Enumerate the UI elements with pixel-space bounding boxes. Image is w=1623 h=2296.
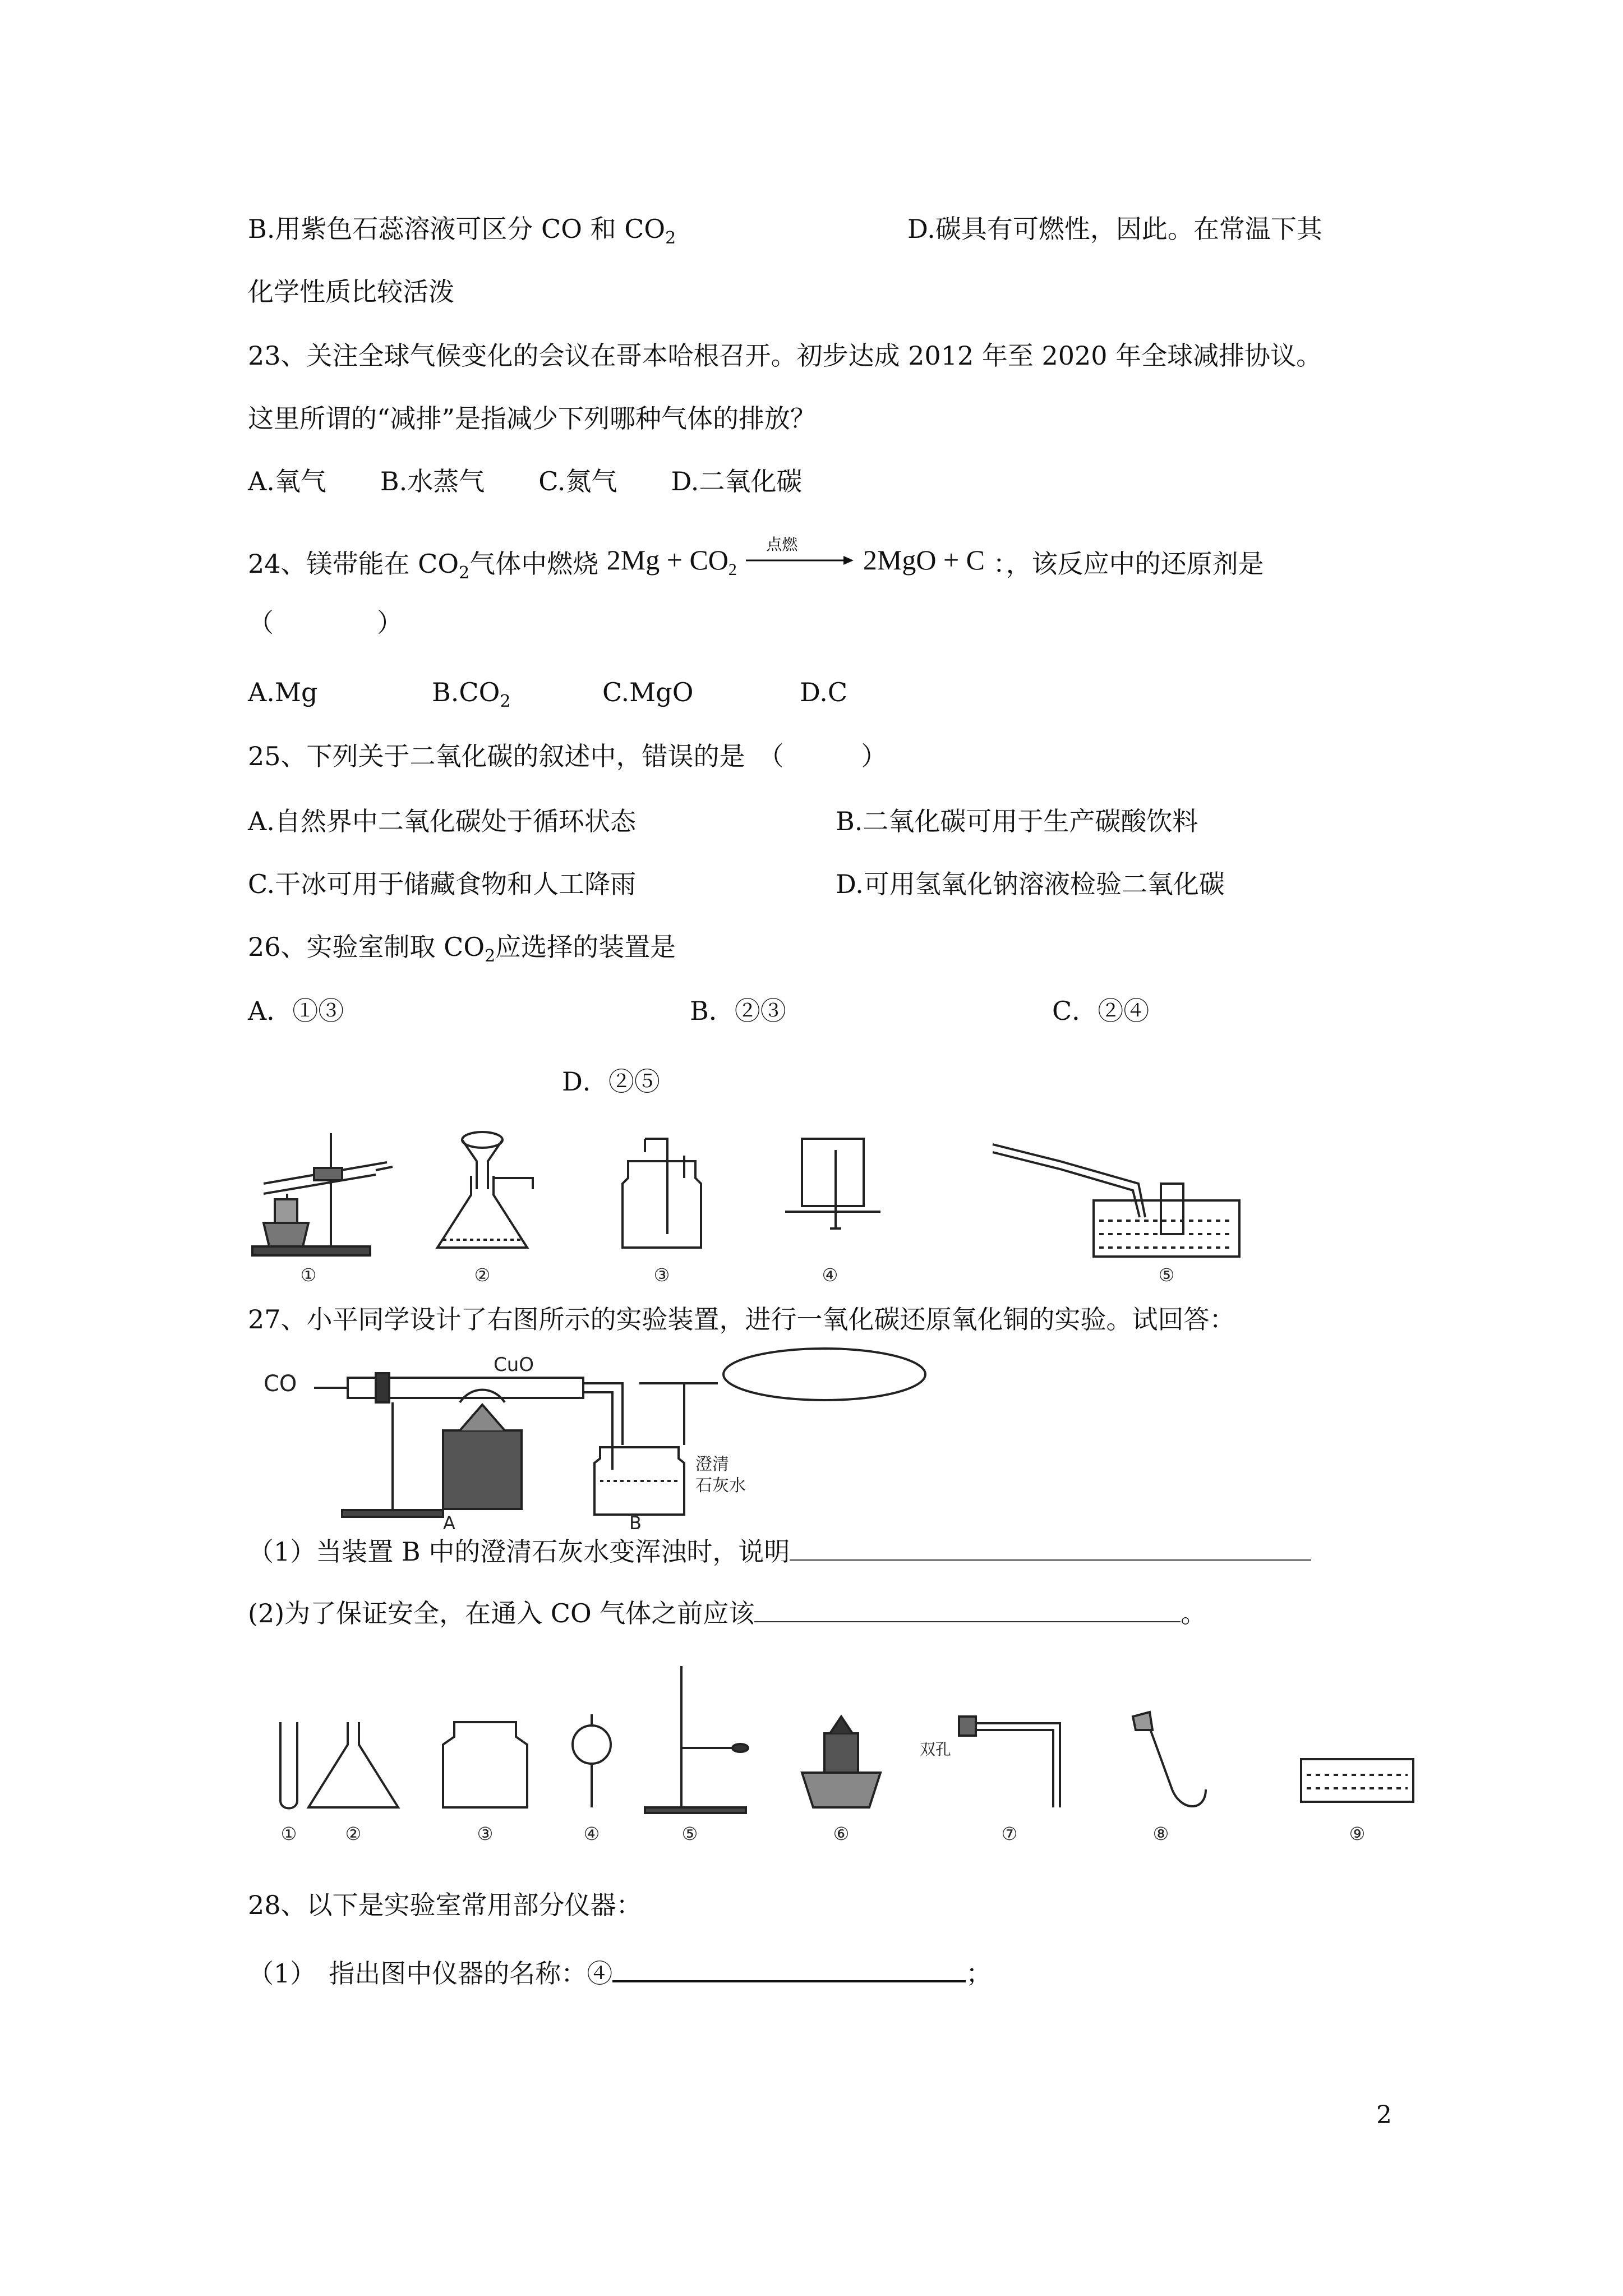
q23-stem-line2: 这里所谓的“减排”是指减少下列哪种气体的排放？ (248, 403, 817, 434)
q26-stem: 26、实验室制取 $CO_2$应选择的装置是 (248, 932, 676, 966)
q26-option-a: A．①③ (248, 996, 344, 1026)
q22-option-d: D.碳具有可燃性，因此。在常温下其 (907, 214, 1322, 244)
instrument-7-bent-tube-icon (920, 1717, 1060, 1807)
cuo-label: CuO (494, 1354, 534, 1376)
q23-options (248, 464, 802, 498)
q23-option-a: A.氧气 (248, 466, 326, 496)
limewater-label-2: 石灰水 (695, 1476, 746, 1496)
instrument-1-test-tube-icon (280, 1722, 297, 1809)
instrument-4-separatory-funnel-icon (573, 1714, 611, 1807)
apparatus-4-label: ④ (822, 1264, 838, 1286)
q25-option-c: C.干冰可用于储藏食物和人工降雨 (248, 869, 637, 899)
q28-stem: 28、以下是实验室常用部分仪器： (248, 1890, 642, 1920)
q28-part-1: （1） 指出图中仪器的名称：④ ； (248, 1955, 992, 1990)
q22-option-d-continued: 化学性质比较活泼 (248, 277, 454, 307)
instrument-7-label: ⑦ (1001, 1823, 1018, 1844)
instrument-6-label: ⑥ (833, 1823, 850, 1844)
q27-part-1-answer-blank[interactable] (790, 1535, 1311, 1561)
instrument-8-label: ⑧ (1152, 1823, 1169, 1844)
q23-option-d: D.二氧化碳 (671, 466, 803, 496)
two-hole-stopper-label: 双孔 (920, 1740, 952, 1759)
gas-balloon-icon (723, 1349, 925, 1400)
apparatus-2-flask-funnel-icon (437, 1132, 533, 1248)
apparatus-3-gas-bottle-icon (623, 1139, 701, 1248)
co-label: CO (264, 1371, 297, 1397)
reaction-arrow-icon (744, 553, 856, 569)
instrument-5-iron-stand-icon (645, 1666, 748, 1813)
q27-co-reduction-apparatus (258, 1346, 931, 1534)
apparatus-4-collection-bottle-icon (785, 1139, 880, 1228)
q27-part-2-answer-blank[interactable] (754, 1596, 1181, 1622)
instrument-2-label: ② (345, 1823, 362, 1844)
q24-option-a: A.Mg (248, 677, 318, 707)
apparatus-5-water-trough-icon (993, 1144, 1239, 1257)
q23-stem-line1: 23、关注全球气候变化的会议在哥本哈根召开。初步达成 2012 年至 2020 年全球减排协议。 (248, 341, 1322, 371)
instrument-3-wide-mouth-bottle-icon (443, 1722, 527, 1807)
q26-option-c: C．②④ (1052, 996, 1150, 1026)
q26-apparatus-figure (241, 1122, 1318, 1290)
apparatus-5-label: ⑤ (1158, 1264, 1175, 1286)
apparatus-1-solid-heating-icon (252, 1133, 393, 1255)
q27-stem: 27、小平同学设计了右图所示的实验装置，进行一氧化碳还原氧化铜的实验。试回答： (248, 1304, 1235, 1335)
instrument-8-j-tube-icon (1133, 1712, 1206, 1806)
q24-option-d: D.C (800, 677, 848, 707)
q28-part-1-answer-blank[interactable] (612, 1955, 966, 1982)
instrument-5-label: ⑤ (681, 1823, 698, 1844)
q23-option-b: B.水蒸气 (380, 466, 485, 496)
instrument-1-label: ① (280, 1823, 297, 1844)
q24-option-c: C.MgO (602, 677, 694, 707)
apparatus-a-label: A (443, 1512, 455, 1534)
q24-equation: $2Mg + CO_2$ 点燃 2MgO + C (606, 535, 985, 579)
q25-option-a: A.自然界中二氧化碳处于循环状态 (248, 806, 636, 836)
apparatus-1-label: ① (300, 1264, 317, 1286)
q24-answer-paren: （ ） (248, 608, 403, 638)
q22-option-b: B.用紫色石蕊溶液可区分 CO 和 $CO_2$ (248, 214, 676, 248)
q26-option-d: D．②⑤ (562, 1066, 660, 1097)
page-number: 2 (1376, 2101, 1392, 2129)
q23-option-c: C.氮气 (538, 466, 617, 496)
apparatus-2-label: ② (474, 1264, 491, 1286)
limewater-label-1: 澄清 (695, 1455, 729, 1474)
q24-option-b: $B.CO_2$ (432, 677, 511, 711)
instrument-9-label: ⑨ (1349, 1823, 1366, 1844)
q27-part-2: (2)为了保证安全，在通入 CO 气体之前应该 。 (248, 1596, 1206, 1630)
apparatus-3-label: ③ (653, 1264, 670, 1286)
lab-instruments-figure (264, 1660, 1469, 1851)
instrument-9-water-trough-icon (1301, 1759, 1413, 1802)
instrument-6-alcohol-lamp-icon (802, 1717, 880, 1807)
q26-option-b: B．②③ (690, 996, 786, 1026)
q27-part-1: （1）当装置 B 中的澄清石灰水变浑浊时，说明 (248, 1535, 1311, 1568)
instrument-2-conical-flask-icon (308, 1722, 398, 1807)
q25-stem: 25、下列关于二氧化碳的叙述中，错误的是 （ ） (248, 741, 887, 771)
instrument-3-label: ③ (477, 1823, 494, 1844)
q24-stem: 24、镁带能在 $CO_2$气体中燃烧 $2Mg + CO_2$ 点燃 2MgO + C ：，该反应中的还原剂是 (248, 543, 1264, 590)
q25-option-b: B.二氧化碳可用于生产碳酸饮料 (836, 806, 1198, 836)
instrument-4-label: ④ (583, 1823, 600, 1844)
q25-option-d: D.可用氢氧化钠溶液检验二氧化碳 (836, 869, 1225, 899)
apparatus-b-label: B (629, 1512, 642, 1534)
